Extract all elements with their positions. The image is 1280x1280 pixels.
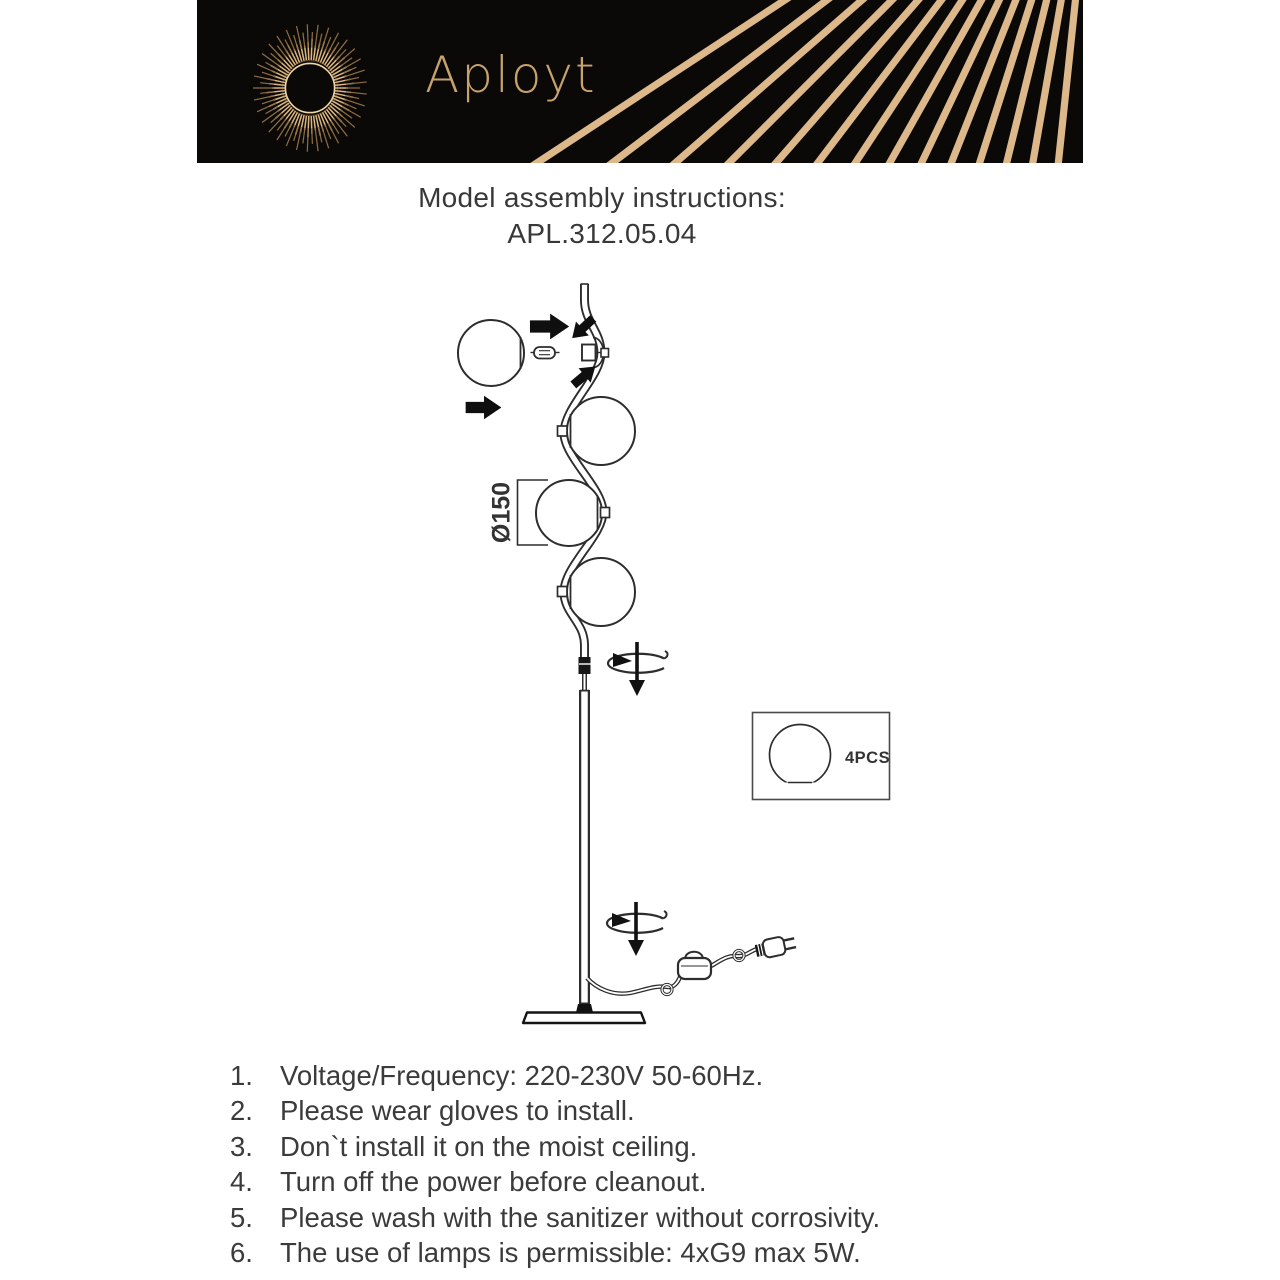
banner-art [197, 0, 1083, 163]
power-cord [587, 949, 757, 995]
foot-switch-icon [678, 952, 711, 979]
parts-box [753, 713, 891, 800]
instruction-number: 3. [230, 1130, 253, 1162]
instruction-number: 1. [230, 1060, 253, 1091]
instruction-text: Voltage/Frequency: 220-230V 50-60Hz. [280, 1060, 764, 1091]
instruction-item [230, 1200, 1010, 1235]
stem-connector [579, 657, 591, 690]
globe-in-box [770, 725, 831, 786]
banner [197, 0, 1083, 163]
model-number: APL.312.05.04 [507, 218, 697, 249]
glass-globe-detached [458, 320, 524, 386]
instruction-text: Please wear gloves to install. [280, 1095, 635, 1127]
instruction-list [230, 1058, 1010, 1270]
instruction-text: Turn off the power before cleanout. [280, 1166, 707, 1198]
instruction-number: 6. [230, 1237, 253, 1269]
instruction-text: The use of lamps is permissible: 4xG9 max 5W. [280, 1237, 861, 1269]
assembly-diagram [420, 270, 920, 1050]
lamp-base [523, 1004, 645, 1023]
g9-bulb-icon [531, 347, 560, 359]
starburst-center [287, 65, 334, 112]
parts-count-label: 4PCS [845, 749, 891, 767]
page-title: Model assembly instructions: [418, 182, 786, 213]
instruction-text: Please wash with the sanitizer without corrosivity. [280, 1201, 881, 1233]
instruction-item [230, 1235, 1010, 1270]
instruction-item [230, 1058, 1010, 1093]
arrow-right-icon [466, 396, 502, 419]
lamp-pole [580, 690, 589, 1004]
arrow-right-icon [530, 314, 569, 340]
brand-name: Aployt [425, 46, 597, 104]
instruction-number: 4. [230, 1166, 253, 1198]
dimension-label: Ø150 [487, 481, 516, 544]
instruction-number: 5. [230, 1201, 253, 1233]
instruction-text: Don`t install it on the moist ceiling. [280, 1130, 698, 1162]
power-plug-icon [754, 934, 797, 960]
instruction-item [230, 1129, 1010, 1164]
instruction-item [230, 1093, 1010, 1128]
instruction-number: 2. [230, 1095, 253, 1127]
instruction-item [230, 1164, 1010, 1199]
rotation-arrow-icon [608, 642, 668, 696]
rotation-arrow-icon [607, 902, 667, 956]
